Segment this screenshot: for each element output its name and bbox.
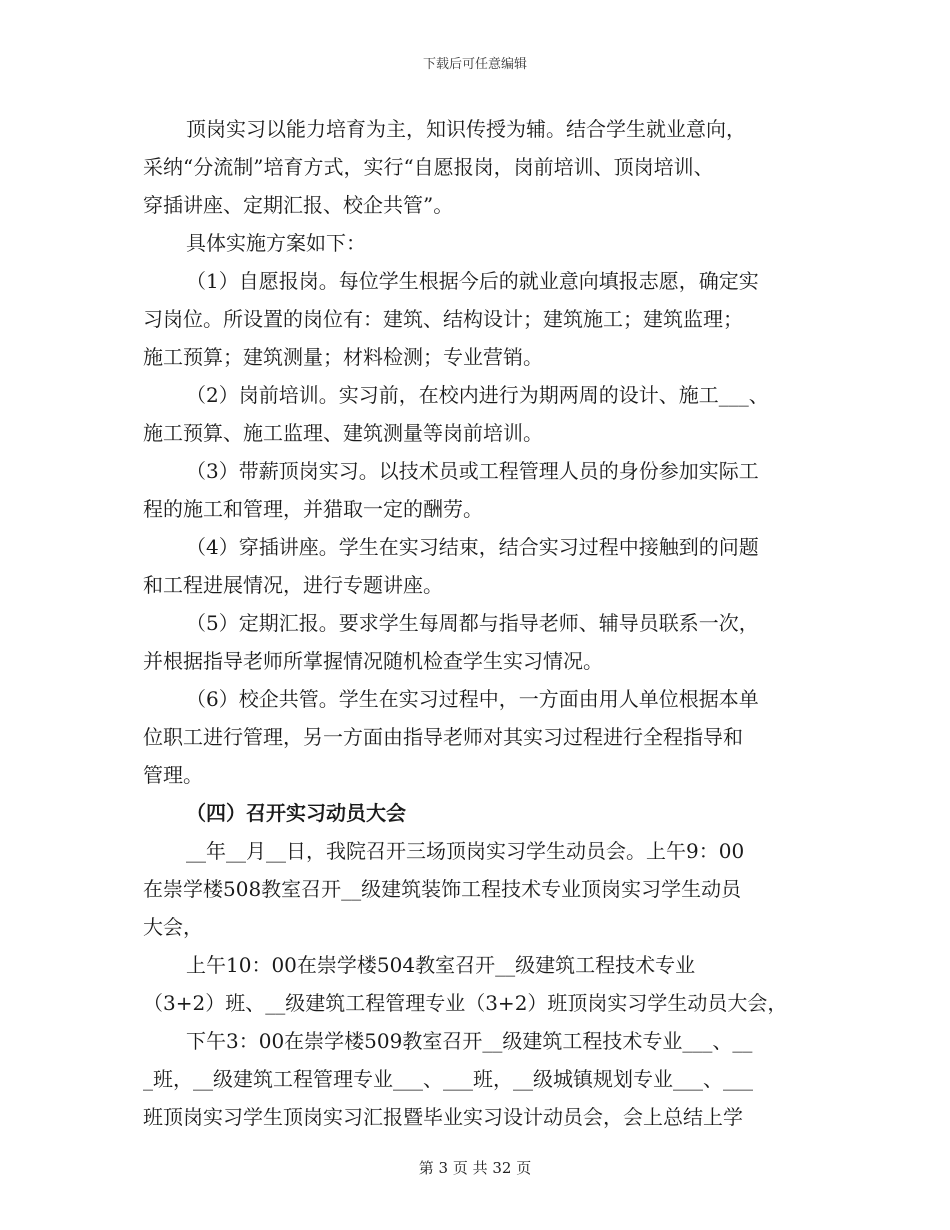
paragraph-line: 班顶岗实习学生顶岗实习汇报暨毕业实习设计动员会，会上总结上学 [143, 1105, 743, 1129]
paragraph-line: 施工预算、施工监理、建筑测量等岗前培训。 [143, 421, 543, 445]
paragraph-line: 管理。 [143, 763, 203, 787]
page-header-note: 下载后可任意编辑 [422, 57, 527, 72]
paragraph-line: 位职工进行管理，另一方面由指导老师对其实习过程进行全程指导和 [143, 725, 743, 749]
document-body [143, 110, 808, 1136]
paragraph-line: （5）定期汇报。要求学生每周都与指导老师、辅导员联系一次， [186, 611, 759, 635]
paragraph-line: （6）校企共管。学生在实习过程中，一方面由用人单位根据本单 [186, 687, 759, 711]
paragraph-line: 具体实施方案如下： [186, 231, 366, 255]
paragraph-line: 程的施工和管理，并猎取一定的酬劳。 [143, 497, 483, 521]
paragraph-line: （3）带薪顶岗实习。以技术员或工程管理人员的身份参加实际工 [186, 459, 759, 483]
paragraph-line: 大会， [143, 915, 203, 939]
paragraph-line: 穿插讲座、定期汇报、校企共管”。 [143, 193, 454, 217]
paragraph-line: （2）岗前培训。实习前，在校内进行为期两周的设计、施工___、 [186, 383, 769, 407]
paragraph-line: __年__月__日，我院召开三场顶岗实习学生动员会。上午9：00 [186, 839, 745, 863]
paragraph-line: 顶岗实习以能力培育为主，知识传授为辅。结合学生就业意向， [186, 117, 746, 141]
paragraph-line: 在崇学楼508教室召开__级建筑装饰工程技术专业顶岗实习学生动员 [143, 877, 742, 901]
paragraph-line: （4）穿插讲座。学生在实习结束，结合实习过程中接触到的问题 [186, 535, 759, 559]
paragraph-line: _班，__级建筑工程管理专业___、___班，__级城镇规划专业___、___ [143, 1067, 753, 1091]
section-heading: （四）召开实习动员大会 [186, 801, 406, 825]
paragraph-line: 和工程进展情况，进行专题讲座。 [143, 573, 443, 597]
paragraph-line: 习岗位。所设置的岗位有：建筑、结构设计；建筑施工；建筑监理； [143, 307, 743, 331]
paragraph-line: （3+2）班、__级建筑工程管理专业（3+2）班顶岗实习学生动员大会， [143, 991, 788, 1015]
paragraph-line: （1）自愿报岗。每位学生根据今后的就业意向填报志愿，确定实 [186, 269, 759, 293]
paragraph-line: 施工预算；建筑测量；材料检测；专业营销。 [143, 345, 543, 369]
paragraph-line: 上午10：00在崇学楼504教室召开__级建筑工程技术专业 [186, 953, 696, 977]
paragraph-line: 并根据指导老师所掌握情况随机检查学生实习情况。 [143, 649, 603, 673]
page-number-footer: 第 3 页 共 32 页 [418, 1159, 532, 1177]
paragraph-line: 下午3：00在崇学楼509教室召开__级建筑工程技术专业___、__ [186, 1029, 753, 1053]
paragraph-line: 采纳“分流制”培育方式，实行“自愿报岗，岗前培训、顶岗培训、 [143, 155, 714, 179]
